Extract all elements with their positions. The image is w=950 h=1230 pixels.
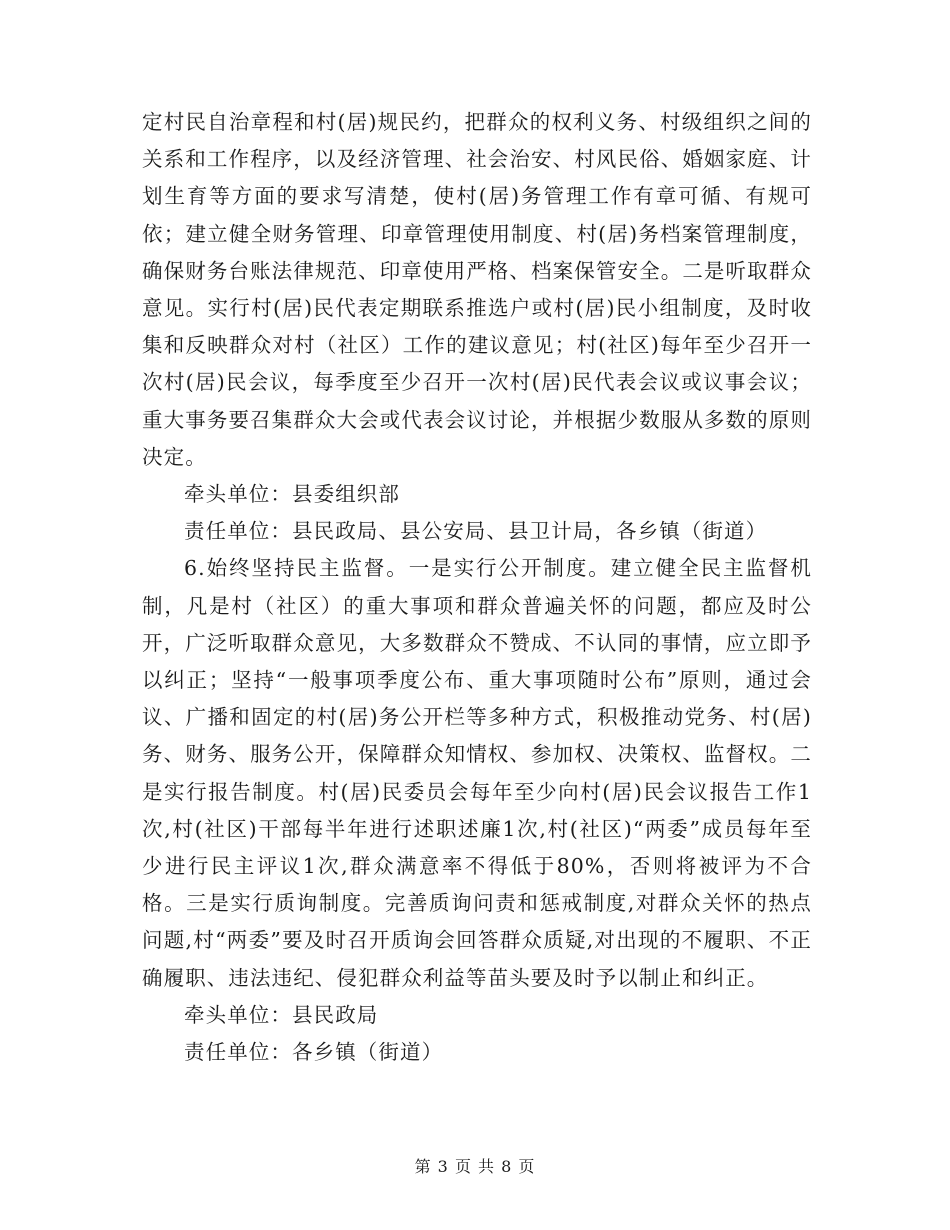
page-number-footer: 第 3 页 共 8 页 — [414, 1157, 536, 1176]
paragraph-continuation: 定村民自治章程和村(居)规民约，把群众的权利义务、村级组织之间的关系和工作程序，以及经济管理、社会治安、村风民俗、婚姻家庭、计划生育等方面的要求写清楚，使村(居)务管理工作有章可循、有规可依；建立健全财务管理、印章管理使用制度、村(居)务档案管理制度，确保财务台账法律规范、印章使用严格、档案保管安全。二是听取群众意见。实行村(居)民代表定期联系推选户或村(居)民小组制度，及时收集和反映群众对村（社区）工作的建议意见；村(社区)每年至少召开一次村(居)民会议，每季度至少召开一次村(居)民代表会议或议事会议；重大事务要召集群众大会或代表会议讨论，并根据少数服从多数的原则决定。 — [142, 110, 812, 469]
lead-unit-line: 牵头单位：县民政局 — [184, 1002, 379, 1027]
responsible-unit-line: 责任单位：县民政局、县公安局、县卫计局，各乡镇（街道） — [184, 519, 768, 544]
paragraph-democratic-supervision: 6.始终坚持民主监督。一是实行公开制度。建立健全民主监督机制，凡是村（社区）的重大事项和群众普遍关怀的问题，都应及时公开，广泛听取群众意见，大多数群众不赞成、不认同的事情，应立即予以纠正；坚持“一般事项季度公布、重大事项随时公布”原则，通过会议、广播和固定的村(居)务公开栏等多种方式，积极推动党务、村(居)务、财务、服务公开，保障群众知情权、参加权、决策权、监督权。二是实行报告制度。村(居)民委员会每年至少向村(居)民会议报告工作1次,村(社区)干部每半年进行述职述廉1次,村(社区)“两委”成员每年至少进行民主评议1次,群众满意率不得低于80%，否则将被评为不合格。三是实行质询制度。完善质询问责和惩戒制度,对群众关怀的热点问题,村“两委”要及时召开质询会回答群众质疑,对出现的不履职、不正确履职、违法违纪、侵犯群众利益等苗头要及时予以制止和纠正。 — [142, 556, 812, 990]
document-body — [142, 104, 812, 1071]
lead-unit-line: 牵头单位：县委组织部 — [184, 482, 400, 507]
responsible-unit-line: 责任单位：各乡镇（街道） — [184, 1040, 444, 1065]
